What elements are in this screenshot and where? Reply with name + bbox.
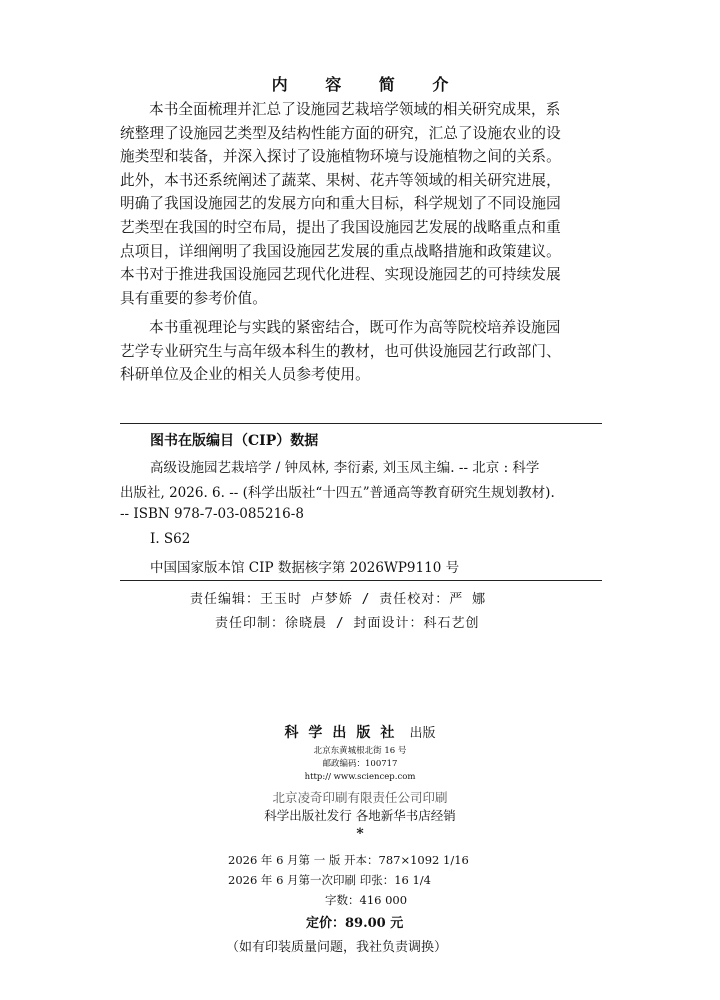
credits-line-1: 责任编辑：王玉时 卢梦娇 / 责任校对：严 娜 [190,592,487,607]
cip-bottom-rule [120,580,602,581]
intro-line: 施类型和装备，并深入探讨了设施植物环境与设施植物之间的关系。 [120,148,561,166]
intro-line: 科研单位及企业的相关人员参考使用。 [120,366,370,384]
intro-line: 艺类型在我国的时空布局，提出了我国设施园艺发展的战略重点和重 [120,218,561,236]
cip-line: I. S62 [150,531,191,547]
intro-line: 本书重视理论与实践的紧密结合，既可作为高等院校培养设施园 [149,319,561,336]
intro-line: 本书全面梳理并汇总了设施园艺栽培学领域的相关研究成果，系 [149,101,561,118]
intro-line: 具有重要的参考价值。 [120,289,267,307]
cip-line: 中国国家版本馆 CIP 数据核字第 2026WP9110 号 [150,560,460,576]
cip-line: -- ISBN 978-7-03-085216-8 [120,506,304,522]
price-label: 定价：89.00 元 [306,916,404,931]
edition-line-2: 2026 年 6 月第一次印刷 印张：16 1/4 [228,873,432,887]
cip-top-rule [120,423,602,424]
intro-line: 明确了我国设施园艺的发展方向和重大目标，科学规划了不同设施园 [120,195,561,213]
separator-star: * [356,826,364,842]
intro-line: 艺学专业研究生与高年级本科生的教材，也可供设施园艺行政部门、 [120,342,561,360]
intro-line: 点项目，详细阐明了我国设施园艺发展的重点战略措施和政策建议。 [120,242,561,260]
printer-name: 北京凌奇印刷有限责任公司印刷 [272,790,448,805]
publisher-heading [0,722,720,742]
intro-paragraph-1 [120,98,600,310]
page-title: 内 容 简 介 [271,75,465,94]
quality-notice: （如有印装质量问题，我社负责调换） [226,940,448,955]
intro-line: 本书对于推进我国设施园艺现代化进程、实现设施园艺的可持续发展 [120,266,561,284]
publisher-url: http:// www.sciencep.com [304,772,416,782]
cip-heading: 图书在版编目（CIP）数据 [150,433,319,449]
credits-line-2: 责任印制：徐晓晨 / 封面设计：科石艺创 [215,616,480,631]
publisher-suffix: 出版 [409,726,436,741]
edition-line-3: 字数：416 000 [325,893,408,907]
distribution-line: 科学出版社发行 各地新华书店经销 [264,808,456,823]
intro-paragraph-2 [120,316,600,387]
publisher-postcode: 邮政编码：100717 [322,759,398,769]
publisher-address: 北京东黄城根北街 16 号 [313,746,407,756]
intro-line: 统整理了设施园艺类型及结构性能方面的研究，汇总了设施农业的设 [120,124,561,142]
cip-line: 出版社, 2026. 6. -- (科学出版社“十四五”普通高等教育研究生规划教材). [120,485,555,501]
publisher-name: 科学出版社 [284,725,405,741]
cip-line: 高级设施园艺栽培学 / 钟凤林, 李衍素, 刘玉凤主编. -- 北京 : 科学 [150,460,540,476]
intro-line: 此外，本书还系统阐述了蔬菜、果树、花卉等领域的相关研究进展， [120,171,561,189]
edition-line-1: 2026 年 6 月第 一 版 开本：787×1092 1/16 [228,853,469,867]
